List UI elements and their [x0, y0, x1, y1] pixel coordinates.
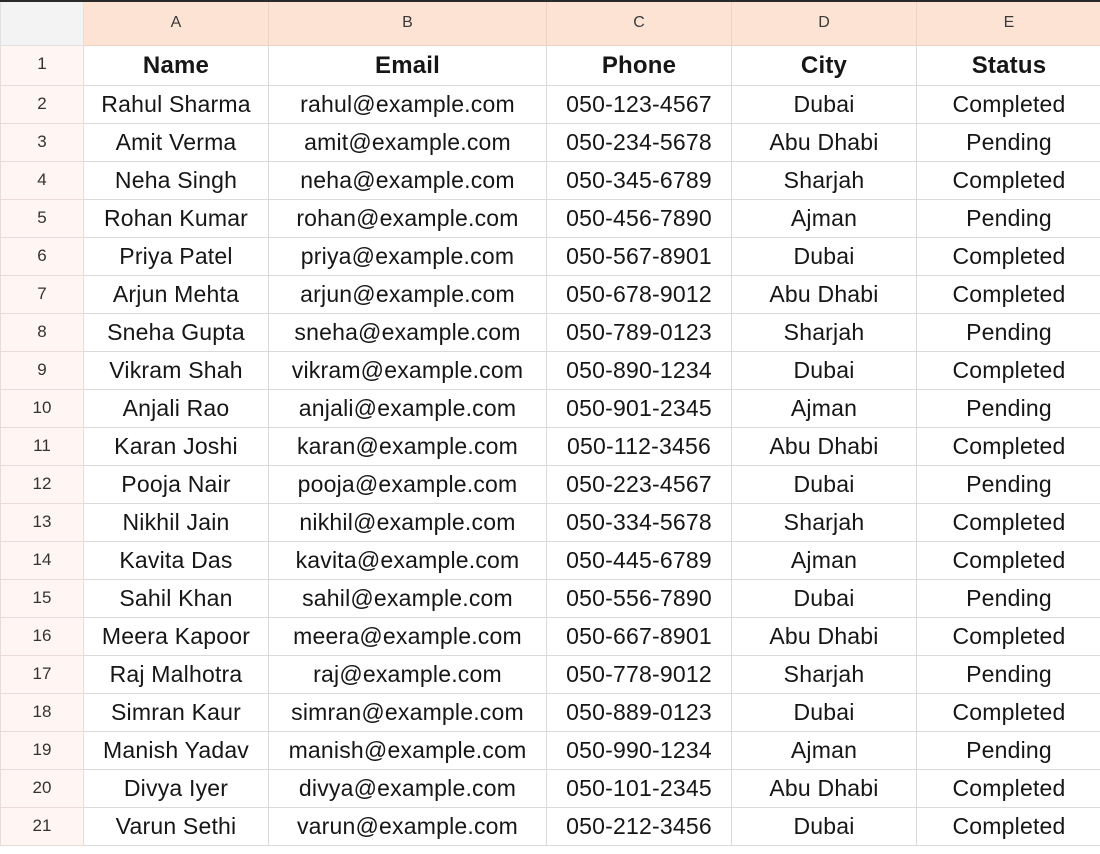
cell-email[interactable]: amit@example.com: [269, 124, 547, 162]
cell-phone[interactable]: 050-212-3456: [547, 808, 732, 846]
cell-name[interactable]: Sneha Gupta: [84, 314, 269, 352]
cell-name[interactable]: Rohan Kumar: [84, 200, 269, 238]
cell-email[interactable]: nikhil@example.com: [269, 504, 547, 542]
table-row: [1, 276, 1100, 314]
cell-phone[interactable]: 050-456-7890: [547, 200, 732, 238]
column-header-e[interactable]: E: [917, 1, 1100, 46]
cell-city[interactable]: Dubai: [732, 352, 917, 390]
row-header[interactable]: 16: [1, 618, 84, 656]
cell-header-status[interactable]: Status: [917, 46, 1100, 86]
cell-name[interactable]: Karan Joshi: [84, 428, 269, 466]
cell-email[interactable]: rohan@example.com: [269, 200, 547, 238]
cell-name[interactable]: Raj Malhotra: [84, 656, 269, 694]
row-header[interactable]: 21: [1, 808, 84, 846]
cell-city[interactable]: Abu Dhabi: [732, 770, 917, 808]
cell-status[interactable]: Completed: [917, 694, 1100, 732]
cell-name[interactable]: Amit Verma: [84, 124, 269, 162]
cell-phone[interactable]: 050-678-9012: [547, 276, 732, 314]
cell-name[interactable]: Neha Singh: [84, 162, 269, 200]
cell-phone[interactable]: 050-101-2345: [547, 770, 732, 808]
cell-phone[interactable]: 050-667-8901: [547, 618, 732, 656]
cell-phone[interactable]: 050-901-2345: [547, 390, 732, 428]
table-row: [1, 770, 1100, 808]
cell-email[interactable]: anjali@example.com: [269, 390, 547, 428]
cell-email[interactable]: arjun@example.com: [269, 276, 547, 314]
row-header[interactable]: 17: [1, 656, 84, 694]
cell-phone[interactable]: 050-223-4567: [547, 466, 732, 504]
cell-name[interactable]: Varun Sethi: [84, 808, 269, 846]
cell-email[interactable]: sneha@example.com: [269, 314, 547, 352]
cell-header-email[interactable]: Email: [269, 46, 547, 86]
cell-city[interactable]: Dubai: [732, 238, 917, 276]
table-row: [1, 466, 1100, 504]
row-header[interactable]: 12: [1, 466, 84, 504]
cell-city[interactable]: Sharjah: [732, 504, 917, 542]
cell-phone[interactable]: 050-778-9012: [547, 656, 732, 694]
cell-email[interactable]: simran@example.com: [269, 694, 547, 732]
cell-name[interactable]: Divya Iyer: [84, 770, 269, 808]
cell-email[interactable]: pooja@example.com: [269, 466, 547, 504]
cell-name[interactable]: Arjun Mehta: [84, 276, 269, 314]
row-header[interactable]: 19: [1, 732, 84, 770]
row-header[interactable]: 15: [1, 580, 84, 618]
cell-phone[interactable]: 050-890-1234: [547, 352, 732, 390]
row-header[interactable]: 10: [1, 390, 84, 428]
cell-status[interactable]: Pending: [917, 656, 1100, 694]
cell-email[interactable]: varun@example.com: [269, 808, 547, 846]
cell-name[interactable]: Nikhil Jain: [84, 504, 269, 542]
table-row: [1, 124, 1100, 162]
row-header[interactable]: 2: [1, 86, 84, 124]
cell-city[interactable]: Ajman: [732, 200, 917, 238]
cell-name[interactable]: Sahil Khan: [84, 580, 269, 618]
cell-email[interactable]: manish@example.com: [269, 732, 547, 770]
column-header-d[interactable]: D: [732, 1, 917, 46]
cell-status[interactable]: Completed: [917, 808, 1100, 846]
cell-status[interactable]: Completed: [917, 352, 1100, 390]
cell-phone[interactable]: 050-889-0123: [547, 694, 732, 732]
cell-status[interactable]: Pending: [917, 466, 1100, 504]
cell-email[interactable]: meera@example.com: [269, 618, 547, 656]
table-row: [1, 46, 1100, 86]
table-row: [1, 504, 1100, 542]
cell-status[interactable]: Completed: [917, 618, 1100, 656]
row-header[interactable]: 6: [1, 238, 84, 276]
table-row: [1, 162, 1100, 200]
cell-name[interactable]: Vikram Shah: [84, 352, 269, 390]
cell-city[interactable]: Sharjah: [732, 162, 917, 200]
table-row: [1, 694, 1100, 732]
cell-status[interactable]: Completed: [917, 504, 1100, 542]
cell-city[interactable]: Abu Dhabi: [732, 276, 917, 314]
cell-name[interactable]: Anjali Rao: [84, 390, 269, 428]
cell-phone[interactable]: 050-556-7890: [547, 580, 732, 618]
table-row: [1, 656, 1100, 694]
row-header[interactable]: 18: [1, 694, 84, 732]
cell-phone[interactable]: 050-567-8901: [547, 238, 732, 276]
cell-phone[interactable]: 050-990-1234: [547, 732, 732, 770]
cell-email[interactable]: kavita@example.com: [269, 542, 547, 580]
cell-email[interactable]: priya@example.com: [269, 238, 547, 276]
cell-city[interactable]: Ajman: [732, 542, 917, 580]
table-row: [1, 542, 1100, 580]
table-row: [1, 390, 1100, 428]
cell-name[interactable]: Kavita Das: [84, 542, 269, 580]
cell-status[interactable]: Pending: [917, 390, 1100, 428]
table-row: [1, 352, 1100, 390]
cell-city[interactable]: Abu Dhabi: [732, 124, 917, 162]
cell-city[interactable]: Dubai: [732, 580, 917, 618]
cell-phone[interactable]: 050-112-3456: [547, 428, 732, 466]
cell-city[interactable]: Abu Dhabi: [732, 428, 917, 466]
cell-city[interactable]: Dubai: [732, 694, 917, 732]
cell-email[interactable]: raj@example.com: [269, 656, 547, 694]
row-header[interactable]: 4: [1, 162, 84, 200]
cell-phone[interactable]: 050-334-5678: [547, 504, 732, 542]
cell-status[interactable]: Completed: [917, 86, 1100, 124]
cell-status[interactable]: Pending: [917, 200, 1100, 238]
column-header-row: [1, 1, 1100, 46]
cell-email[interactable]: rahul@example.com: [269, 86, 547, 124]
table-row: [1, 808, 1100, 846]
table-row: [1, 580, 1100, 618]
row-header[interactable]: 5: [1, 200, 84, 238]
cell-status[interactable]: Pending: [917, 580, 1100, 618]
cell-email[interactable]: vikram@example.com: [269, 352, 547, 390]
row-header[interactable]: 9: [1, 352, 84, 390]
cell-name[interactable]: Pooja Nair: [84, 466, 269, 504]
cell-city[interactable]: Sharjah: [732, 656, 917, 694]
cell-name[interactable]: Meera Kapoor: [84, 618, 269, 656]
row-header[interactable]: 13: [1, 504, 84, 542]
table-row: [1, 618, 1100, 656]
window-top-edge: [0, 0, 1100, 2]
table-row: [1, 200, 1100, 238]
cell-city[interactable]: Ajman: [732, 732, 917, 770]
row-header[interactable]: 1: [1, 46, 84, 86]
row-header[interactable]: 14: [1, 542, 84, 580]
cell-email[interactable]: divya@example.com: [269, 770, 547, 808]
select-all-corner[interactable]: [1, 1, 84, 46]
column-header-b[interactable]: B: [269, 1, 547, 46]
cell-header-city[interactable]: City: [732, 46, 917, 86]
cell-email[interactable]: sahil@example.com: [269, 580, 547, 618]
cell-header-phone[interactable]: Phone: [547, 46, 732, 86]
cell-name[interactable]: Rahul Sharma: [84, 86, 269, 124]
cell-status[interactable]: Completed: [917, 770, 1100, 808]
table-row: [1, 238, 1100, 276]
cell-status[interactable]: Completed: [917, 428, 1100, 466]
row-header[interactable]: 8: [1, 314, 84, 352]
cell-name[interactable]: Simran Kaur: [84, 694, 269, 732]
table-row: [1, 732, 1100, 770]
row-header[interactable]: 20: [1, 770, 84, 808]
cell-city[interactable]: Dubai: [732, 466, 917, 504]
table-row: [1, 428, 1100, 466]
cell-city[interactable]: Ajman: [732, 390, 917, 428]
cell-city[interactable]: Dubai: [732, 808, 917, 846]
cell-email[interactable]: karan@example.com: [269, 428, 547, 466]
cell-status[interactable]: Completed: [917, 162, 1100, 200]
cell-status[interactable]: Completed: [917, 542, 1100, 580]
cell-city[interactable]: Dubai: [732, 86, 917, 124]
cell-city[interactable]: Abu Dhabi: [732, 618, 917, 656]
cell-phone[interactable]: 050-789-0123: [547, 314, 732, 352]
cell-status[interactable]: Pending: [917, 732, 1100, 770]
column-header-c[interactable]: C: [547, 1, 732, 46]
cell-name[interactable]: Manish Yadav: [84, 732, 269, 770]
cell-header-name[interactable]: Name: [84, 46, 269, 86]
cell-phone[interactable]: 050-345-6789: [547, 162, 732, 200]
cell-city[interactable]: Sharjah: [732, 314, 917, 352]
cell-status[interactable]: Completed: [917, 238, 1100, 276]
cell-phone[interactable]: 050-123-4567: [547, 86, 732, 124]
cell-name[interactable]: Priya Patel: [84, 238, 269, 276]
column-header-a[interactable]: A: [84, 1, 269, 46]
cell-phone[interactable]: 050-234-5678: [547, 124, 732, 162]
cell-status[interactable]: Pending: [917, 124, 1100, 162]
cell-email[interactable]: neha@example.com: [269, 162, 547, 200]
cell-phone[interactable]: 050-445-6789: [547, 542, 732, 580]
table-row: [1, 314, 1100, 352]
row-header[interactable]: 3: [1, 124, 84, 162]
row-header[interactable]: 11: [1, 428, 84, 466]
cell-status[interactable]: Pending: [917, 314, 1100, 352]
table-row: [1, 86, 1100, 124]
cell-status[interactable]: Completed: [917, 276, 1100, 314]
row-header[interactable]: 7: [1, 276, 84, 314]
